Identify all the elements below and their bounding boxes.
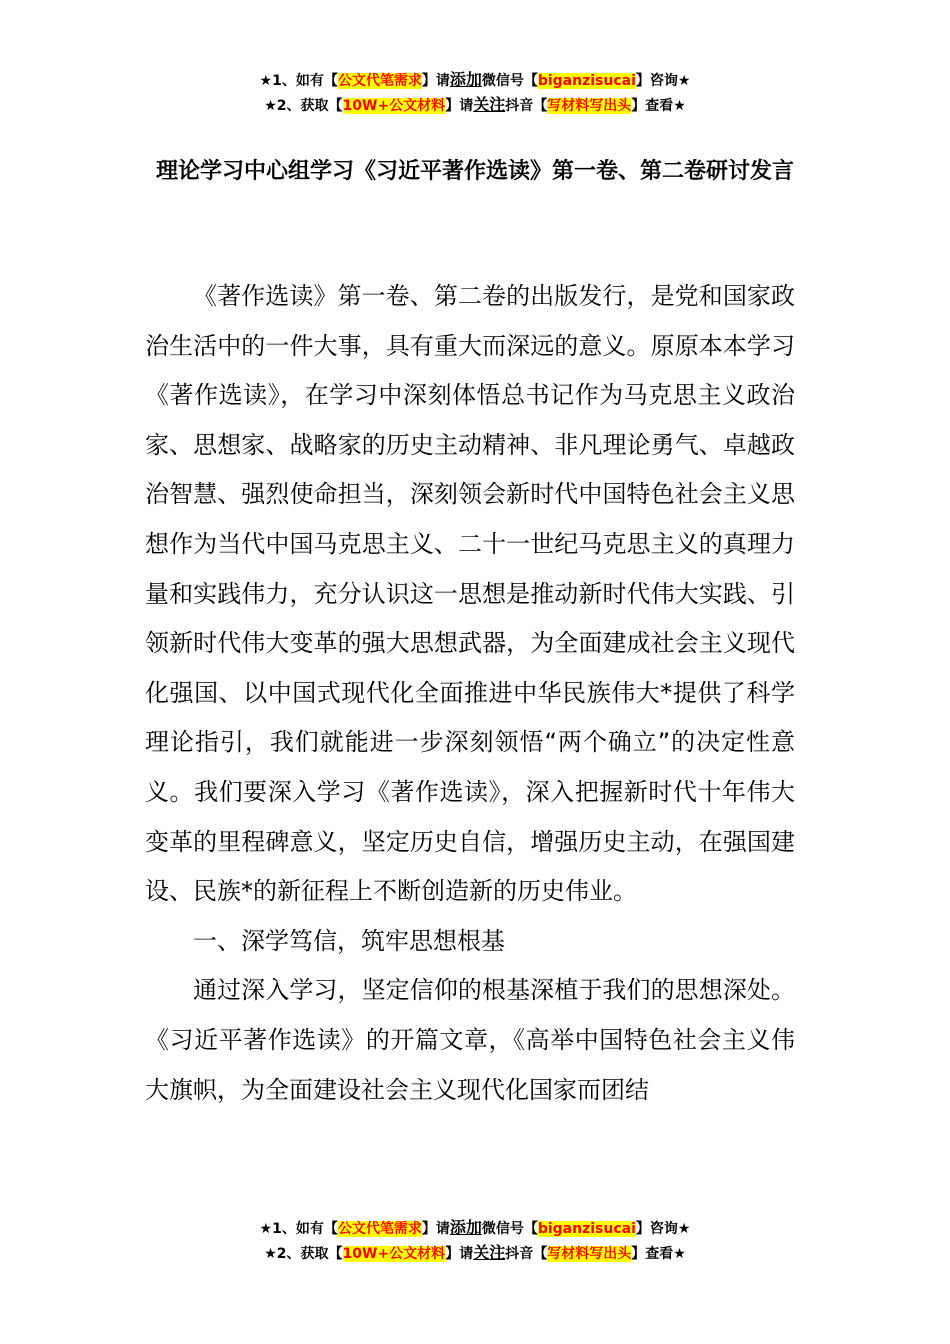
bracket: 【 — [533, 98, 548, 114]
star-icon: ★ — [264, 98, 277, 114]
bracket: 】 — [445, 98, 460, 114]
banner-text: 1、如有 — [272, 73, 324, 89]
star-icon: ★ — [673, 1246, 686, 1262]
bracket: 【 — [328, 98, 343, 114]
banner-emphasis: 添加 — [449, 70, 482, 89]
footer-banner — [0, 1216, 950, 1266]
star-icon: ★ — [673, 98, 686, 114]
header-banner — [0, 68, 950, 118]
bracket: 】 — [635, 73, 650, 89]
highlight-wechat-id: biganzisucai — [537, 73, 636, 89]
banner-line-2 — [0, 93, 950, 118]
banner-text: 请 — [459, 98, 474, 114]
star-icon: ★ — [259, 1221, 273, 1237]
banner-text: 2、获取 — [276, 1246, 329, 1262]
banner-text: 1、如有 — [272, 1221, 324, 1237]
bracket: 】 — [421, 1221, 436, 1237]
banner-line-1 — [0, 68, 950, 93]
banner-text: 请 — [459, 1246, 474, 1262]
banner-text: 查看 — [645, 98, 674, 114]
banner-text: 微信号 — [481, 73, 524, 89]
bracket: 【 — [328, 1246, 343, 1262]
bracket: 】 — [421, 73, 436, 89]
banner-text: 抖音 — [505, 98, 534, 114]
banner-text: 微信号 — [481, 1221, 524, 1237]
bracket: 】 — [635, 1221, 650, 1237]
bracket: 】 — [631, 1246, 646, 1262]
banner-emphasis: 添加 — [449, 1218, 482, 1237]
highlight-wechat-id: biganzisucai — [537, 1221, 636, 1237]
star-icon: ★ — [259, 73, 273, 89]
paragraph-intro: 《著作选读》第一卷、第二卷的出版发行，是党和国家政治生活中的一件大事，具有重大而深远的意义。原原本本学习《著作选读》，在学习中深刻体悟总书记作为马克思主义政治家、思想家、战略家的历史主动精神、非凡理论勇气、卓越政治智慧、强烈使命担当，深刻领会新时代中国特色社会主义思想作为当代中国马克思主义、二十一世纪马克思主义的真理力量和实践伟力，充分认识这一思想是推动新时代伟大实践、引领新时代伟大变革的强大思想武器，为全面建成社会主义现代化强国、以中国式现代化全面推进中华民族伟大*提供了科学理论指引，我们就能进一步深刻领悟“两个确立”的决定性意义。我们要深入学习《著作选读》，深入把握新时代十年伟大变革的里程碑意义，坚定历史自信，增强历史主动，在强国建设、民族*的新征程上不断创造新的历史伟业。 — [145, 282, 795, 906]
document-title: 理论学习中心组学习《习近平著作选读》第一卷、第二卷研讨发言 — [155, 159, 794, 184]
banner-text: 抖音 — [505, 1246, 534, 1262]
bracket: 【 — [323, 1221, 338, 1237]
highlight-materials: 10W+公文材料 — [342, 98, 446, 114]
bracket: 【 — [323, 73, 338, 89]
banner-text: 请 — [435, 73, 450, 89]
highlight-materials: 10W+公文材料 — [342, 1246, 446, 1262]
banner-emphasis: 关注 — [473, 95, 506, 114]
banner-text: 2、获取 — [276, 98, 329, 114]
star-icon: ★ — [677, 73, 691, 89]
bracket: 【 — [523, 73, 538, 89]
banner-text: 查看 — [645, 1246, 674, 1262]
section-heading: 一、深学笃信，筑牢思想根基 — [193, 926, 505, 955]
highlight-douyin: 写材料写出头 — [547, 98, 632, 114]
bracket: 【 — [533, 1246, 548, 1262]
star-icon: ★ — [677, 1221, 691, 1237]
bracket: 【 — [523, 1221, 538, 1237]
banner-line-1 — [0, 1216, 950, 1241]
document-body — [145, 272, 795, 1115]
star-icon: ★ — [264, 1246, 277, 1262]
paragraph-section-1: 通过深入学习，坚定信仰的根基深植于我们的思想深处。《习近平著作选读》的开篇文章，《高举中国特色社会主义伟大旗帜，为全面建设社会主义现代化国家而团结 — [145, 976, 795, 1104]
bracket: 】 — [445, 1246, 460, 1262]
banner-text: 请 — [435, 1221, 450, 1237]
banner-text: 咨询 — [649, 1221, 678, 1237]
banner-emphasis: 关注 — [473, 1243, 506, 1262]
banner-line-2 — [0, 1241, 950, 1266]
highlight-service: 公文代笔需求 — [337, 73, 422, 89]
highlight-service: 公文代笔需求 — [337, 1221, 422, 1237]
highlight-douyin: 写材料写出头 — [547, 1246, 632, 1262]
bracket: 】 — [631, 98, 646, 114]
banner-text: 咨询 — [649, 73, 678, 89]
